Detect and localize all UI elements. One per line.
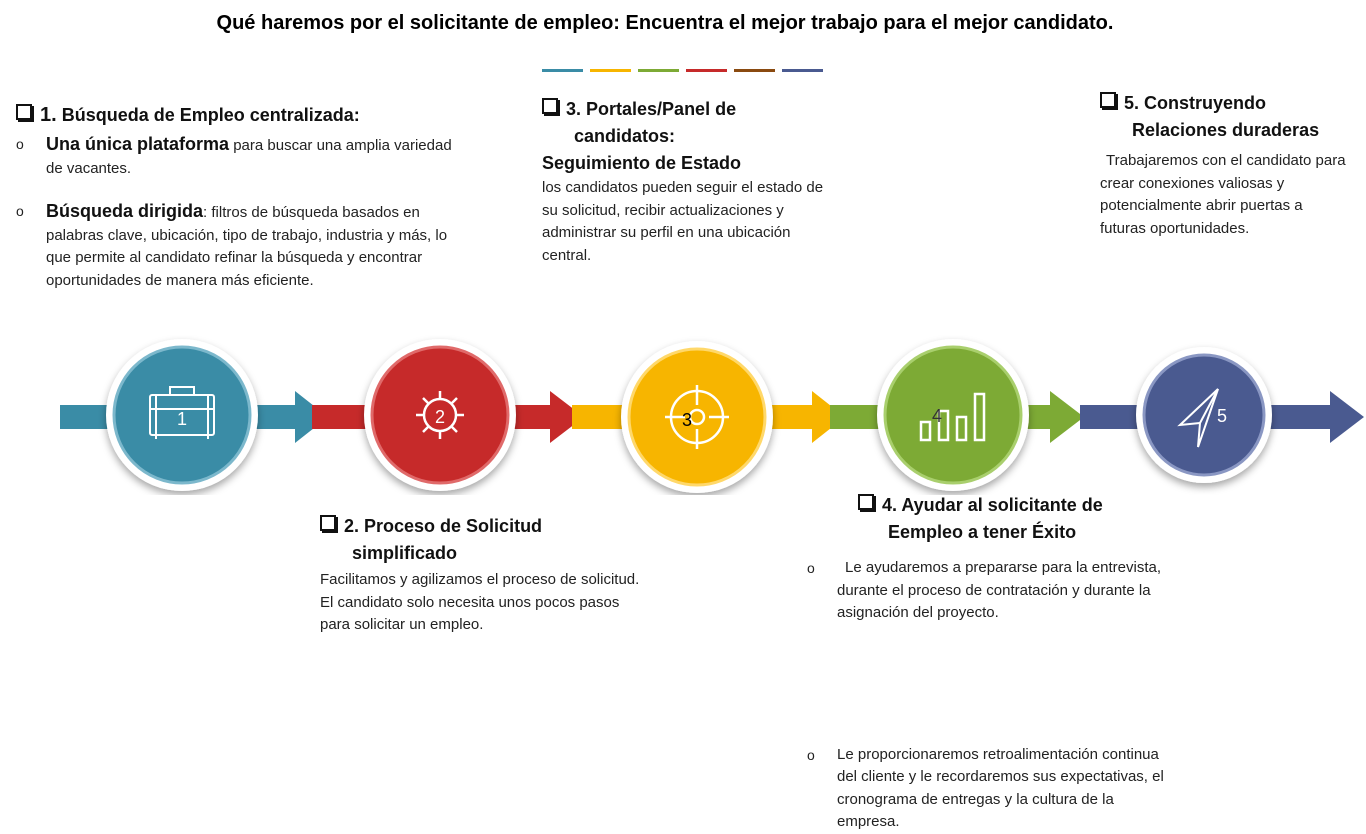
section-5-title-text: 5. Construyendo Relaciones duraderas bbox=[1124, 93, 1320, 140]
process-flow bbox=[0, 335, 1366, 495]
page-title: Qué haremos por el solicitante de empleo: Encuentra el mejor trabajo para el mejor candidato. bbox=[216, 12, 1114, 34]
section-4-title bbox=[858, 492, 1158, 546]
section-1-number: 1. bbox=[40, 104, 57, 126]
section-4-title-text: 4. Ayudar al solicitante de Eempleo a tener Éxito bbox=[882, 495, 1103, 542]
section-1-title bbox=[16, 102, 456, 129]
step-1-circle bbox=[106, 339, 258, 491]
divider-segment bbox=[590, 69, 631, 72]
section-2-text: Facilitamos y agilizamos el proceso de solicitud. El candidato solo necesita unos pocos pasos para solicitar un empleo. bbox=[320, 571, 640, 633]
section-1-bullet-1 bbox=[16, 133, 456, 180]
section-3-text: los candidatos pueden seguir el estado de su solicitud, recibir actualizaciones y administrar su perfil en una ubicación central. bbox=[542, 179, 824, 264]
step-5-number: 5 bbox=[1216, 406, 1228, 426]
checkbox-icon bbox=[542, 98, 558, 114]
bullet-lead: Una única plataforma bbox=[46, 134, 230, 154]
step-3-number: 3 bbox=[681, 410, 693, 430]
step-5-circle bbox=[1136, 347, 1272, 483]
section-3-title-text: 3. Portales/Panel de candidatos: bbox=[566, 99, 737, 146]
step-2-circle bbox=[364, 339, 516, 491]
section-3 bbox=[542, 96, 842, 267]
bullet-text: Le ayudaremos a prepararse para la entrevista, durante el proceso de contratación y durante la asignación del proyecto. bbox=[837, 559, 1162, 621]
section-2 bbox=[320, 513, 640, 637]
section-1 bbox=[16, 102, 456, 292]
section-1-bullet-2 bbox=[16, 200, 451, 292]
section-3-title bbox=[542, 96, 842, 150]
section-5-text: Trabajaremos con el candidato para crear conexiones valiosas y potencialmente abrir puertas a futuras oportunidades. bbox=[1100, 152, 1346, 237]
section-3-subtitle: Seguimiento de Estado bbox=[542, 153, 742, 173]
step-2-number: 2 bbox=[434, 407, 446, 427]
section-2-title-text: 2. Proceso de Solicitud simplificado bbox=[344, 516, 543, 563]
step-1-number: 1 bbox=[176, 409, 188, 429]
divider-segment bbox=[782, 69, 823, 72]
section-4-bullet-1 bbox=[807, 557, 1172, 625]
checkbox-icon bbox=[16, 104, 32, 120]
color-divider bbox=[542, 69, 823, 72]
section-5-title bbox=[1100, 90, 1350, 144]
bullet-text: para buscar una amplia variedad de vacantes. bbox=[46, 137, 452, 177]
bullet-lead: Búsqueda dirigida bbox=[46, 201, 204, 221]
section-4 bbox=[858, 492, 1158, 546]
step-3-circle bbox=[621, 341, 773, 493]
section-5 bbox=[1100, 90, 1350, 240]
divider-segment bbox=[734, 69, 775, 72]
bullet-text: : filtros de búsqueda basados en palabras clave, ubicación, tipo de trabajo, industria y más, lo que permite al candidato refinar la búsqueda y encontrar oportunidades de manera más eficiente. bbox=[46, 204, 448, 289]
checkbox-icon bbox=[320, 515, 336, 531]
divider-segment bbox=[638, 69, 679, 72]
step-4-number: 4 bbox=[931, 406, 943, 426]
step-4-circle bbox=[877, 339, 1029, 491]
checkbox-icon bbox=[858, 494, 874, 510]
divider-segment bbox=[542, 69, 583, 72]
checkbox-icon bbox=[1100, 92, 1116, 108]
bullet-text: Le proporcionaremos retroalimentación continua del cliente y le recordaremos sus expectativas, el cronograma de entregas y la cultura de la empresa. bbox=[837, 745, 1164, 830]
section-2-title bbox=[320, 513, 640, 567]
divider-segment bbox=[686, 69, 727, 72]
section-4-bullet-2 bbox=[807, 744, 1172, 834]
section-1-title-text: Búsqueda de Empleo centralizada: bbox=[61, 105, 360, 125]
